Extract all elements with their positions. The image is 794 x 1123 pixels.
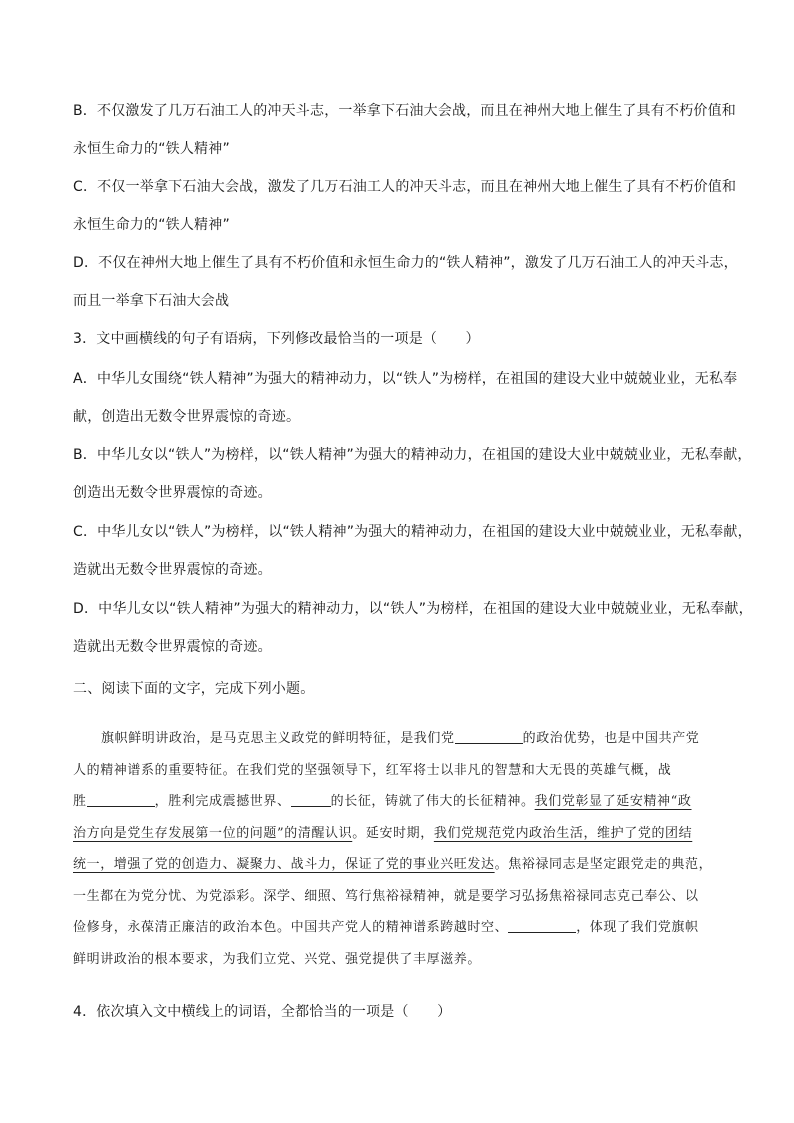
q3-option-d-line1: D．中华儿女以“铁人精神”为强大的精神动力，以“铁人”为榜样，在祖国的建设大业中兢兢业业，无私奉献， xyxy=(73,601,753,617)
passage-line-7 xyxy=(73,912,727,944)
passage-text: 旗帜鲜明讲政治，是马克思主义政党的鲜明特征，是我们党 xyxy=(101,731,455,746)
q3-option-a-line2: 献，创造出无数令世界震惊的奇迹。 xyxy=(73,409,301,425)
fill-blank-3 xyxy=(291,792,331,807)
passage-line-2: 人的精神谱系的重要特征。在我们党的坚强领导下，红军将士以非凡的智慧和大无畏的英雄气概，战 xyxy=(73,762,672,778)
q2-option-c-line1: C．不仅一举拿下石油大会战，激发了几万石油工人的冲天斗志，而且在神州大地上催生了具有不朽价值和 xyxy=(73,179,737,195)
passage-text: 俭修身，永葆清正廉洁的政治本色。中国共产党人的精神谱系跨越时空、 xyxy=(73,920,509,935)
underlined-sentence: 我们党彰显了延安精神“政 xyxy=(534,794,692,809)
underlined-sentence: 我们党规范党内政治生活，维护了党的团结 xyxy=(433,825,693,841)
q2-option-c-line2: 永恒生命力的“铁人精神” xyxy=(73,217,230,233)
underlined-sentence: 统一，增强了党的创造力、凝聚力、战斗力，保证了党的事业兴旺发达 xyxy=(73,857,495,872)
passage-line-1 xyxy=(73,723,727,755)
q3-option-a-line1: A．中华儿女围绕“铁人精神”为强大的精神动力，以“铁人”为榜样，在祖国的建设大业中兢兢业业，无私奉 xyxy=(73,371,738,387)
passage-text: 胜 xyxy=(73,794,87,809)
q2-option-b-line2: 永恒生命力的“铁人精神” xyxy=(73,141,230,157)
passage-text: 的长征，铸就了伟大的长征精神。 xyxy=(330,794,535,809)
q3-option-b-line1: B．中华儿女以“铁人”为榜样，以“铁人精神”为强大的精神动力，在祖国的建设大业中兢兢业业，无私奉献， xyxy=(73,447,752,463)
q4-stem-text: 4．依次填入文中横线上的词语，全都恰当的一项是（ ） xyxy=(73,1004,452,1020)
q3-option-d xyxy=(73,590,753,666)
fill-blank-2 xyxy=(87,792,155,807)
passage-text: 。延安时期， xyxy=(352,825,434,841)
passage-line-3 xyxy=(73,786,727,818)
q2-option-c xyxy=(73,168,737,244)
passage-text: 的政治优势，也是中国共产党 xyxy=(522,731,700,746)
passage-text: 。焦裕禄同志是坚定跟党走的典范， xyxy=(494,857,713,872)
passage-line-4 xyxy=(73,818,727,850)
underlined-sentence: 治方向是党生存发展第一位的问题”的清醒认识 xyxy=(73,825,353,841)
q2-option-d-line2: 而且一举拿下石油大会战 xyxy=(73,293,230,309)
q2-option-b xyxy=(73,92,737,168)
q3-option-c-line1: C．中华儿女以“铁人”为榜样，以“铁人精神”为强大的精神动力，在祖国的建设大业中兢兢业业，无私奉献， xyxy=(73,524,752,540)
q2-option-b-line1: B．不仅激发了几万石油工人的冲天斗志，一举拿下石油大会战，而且在神州大地上催生了具有不朽价值和 xyxy=(73,103,737,119)
q3-stem xyxy=(73,320,733,358)
q3-stem-text: 3．文中画横线的句子有语病，下列修改最恰当的一项是（ ） xyxy=(73,331,480,347)
q2-option-d xyxy=(73,244,738,320)
q3-option-b xyxy=(73,436,752,512)
q3-option-b-line2: 创造出无数令世界震惊的奇迹。 xyxy=(73,485,272,501)
q3-option-a xyxy=(73,360,738,436)
q3-option-d-line2: 造就出无数令世界震惊的奇迹。 xyxy=(73,639,272,655)
q2-option-d-line1: D．不仅在神州大地上催生了具有不朽价值和永恒生命力的“铁人精神”，激发了几万石油工人的冲天斗志， xyxy=(73,255,738,271)
fill-blank-4 xyxy=(508,918,576,933)
passage-text: ，胜利完成震撼世界、 xyxy=(154,794,291,809)
q3-option-c-line2: 造就出无数令世界震惊的奇迹。 xyxy=(73,562,272,578)
passage-line-5 xyxy=(73,849,727,881)
passage-line-8: 鲜明讲政治的根本要求，为我们立党、兴党、强党提供了丰厚滋养。 xyxy=(73,951,482,967)
fill-blank-1 xyxy=(455,729,523,744)
q3-option-c xyxy=(73,513,752,589)
q4-stem xyxy=(73,993,733,1031)
section-heading xyxy=(73,670,733,708)
section-heading-text: 二、阅读下面的文字，完成下列小题。 xyxy=(73,681,315,697)
passage-text: ，体现了我们党旗帜 xyxy=(576,920,699,935)
reading-passage xyxy=(73,723,727,975)
passage-line-6: 一生都在为党分忧、为党添彩。深学、细照、笃行焦裕禄精神，就是要学习弘扬焦裕禄同志克己奉公、以 xyxy=(73,888,699,904)
